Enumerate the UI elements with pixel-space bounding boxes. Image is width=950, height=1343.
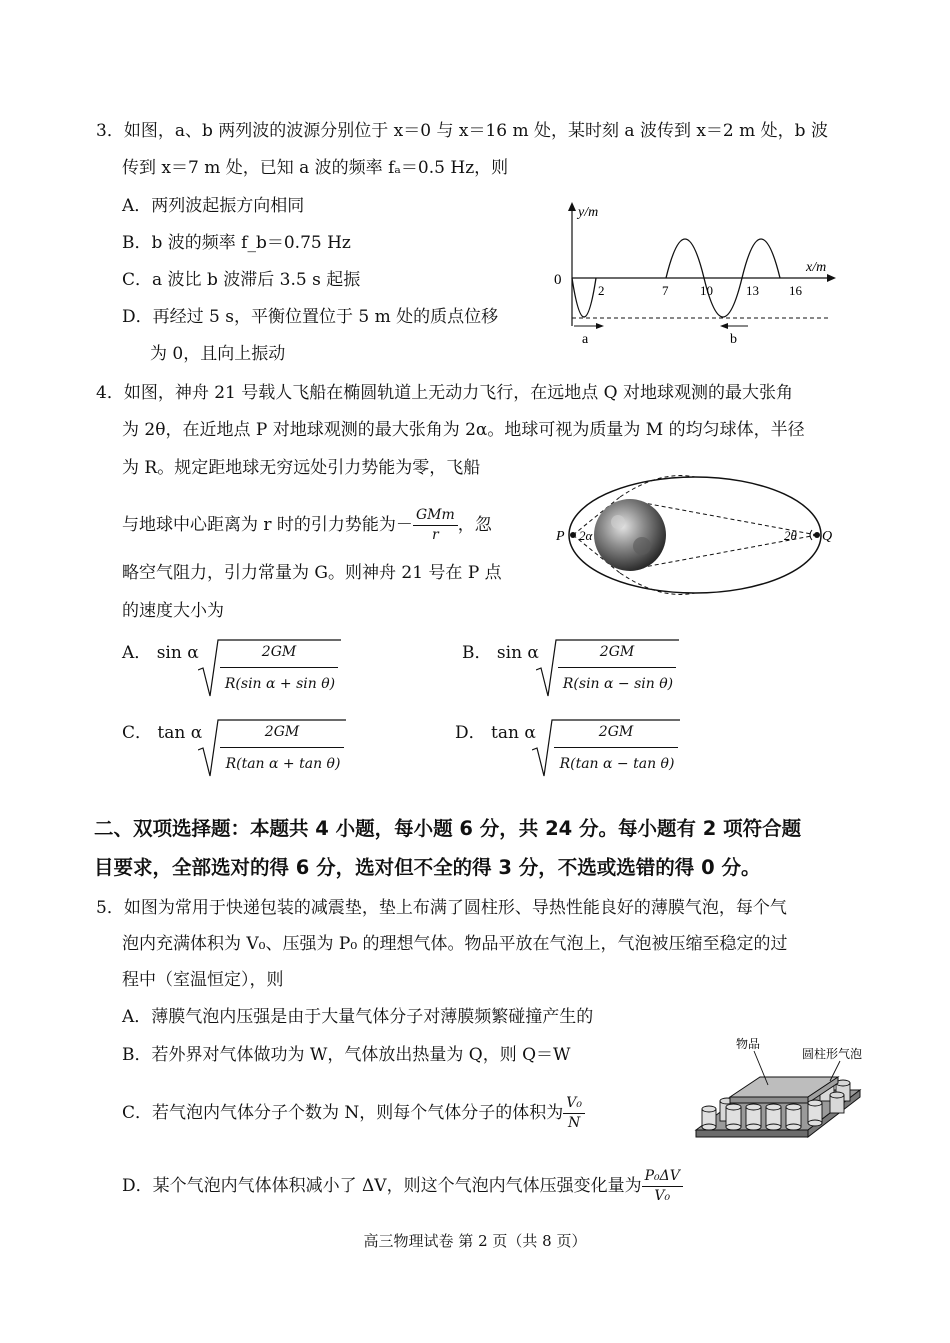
q4-option-b-numerator: 2GM (599, 644, 635, 660)
q4-stem-line6: 的速度大小为 (122, 601, 224, 621)
q3-option-b: B．b 波的频率 f_b＝0.75 Hz (122, 233, 351, 253)
x-axis-label: x/m (806, 260, 827, 275)
q5-option-c-fraction (563, 1096, 585, 1131)
q4-option-b-denominator: R(sin α − sin θ) (562, 676, 674, 692)
q4-option-b (462, 638, 539, 663)
q4-stem-line2: 为 2θ，在近地点 P 对地球观测的最大张角为 2α。地球可视为质量为 M 的均匀球体，半径 (122, 420, 805, 440)
potential-fraction (413, 508, 458, 543)
q4-option-d-numerator: 2GM (598, 724, 634, 740)
section2-heading-line2: 目要求，全部选对的得 6 分，选对但不全的得 3 分，不选或选错的得 0 分。 (94, 856, 761, 879)
q5-stem-line2: 泡内充满体积为 V₀、压强为 P₀ 的理想气体。物品平放在气泡上，气泡被压缩至稳定的过 (122, 934, 788, 954)
q5-option-d-fraction (642, 1169, 683, 1204)
q5-d-denominator: V₀ (654, 1188, 671, 1204)
angle-theta-label: 2θ (784, 528, 797, 543)
q4-option-a-fn: sin α (156, 643, 199, 663)
q5-option-d (122, 1169, 683, 1204)
q4-line4-pre: 与地球中心距离为 r 时的引力势能为－ (122, 515, 413, 535)
q4-stem-line1: 4．如图，神舟 21 号载人飞船在椭圆轨道上无动力飞行，在远地点 Q 对地球观测的最大张角 (96, 383, 793, 403)
q5-stem-line3: 程中（室温恒定），则 (122, 970, 284, 990)
page-footer: 高三物理试卷 第 2 页（共 8 页） (363, 1232, 587, 1250)
q4-orbit-figure (550, 460, 850, 610)
tick-10: 10 (700, 283, 713, 298)
q4-option-d-label: D． (455, 723, 486, 743)
bubble-label: 圆柱形气泡 (802, 1047, 863, 1061)
q4-option-d-fn: tan α (491, 723, 536, 743)
q4-option-c-denominator: R(tan α + tan θ) (225, 756, 341, 772)
q3-option-d-line2: 为 0，且向上振动 (150, 344, 286, 364)
q3-wave-graph (548, 198, 838, 348)
wave-a-curve (572, 278, 596, 317)
q3-stem-line2: 传到 x＝7 m 处，已知 a 波的频率 fₐ＝0.5 Hz，则 (122, 158, 509, 178)
q3-stem-line1: 3．如图，a、b 两列波的波源分别位于 x＝0 与 x＝16 m 处，某时刻 a 波传到 x＝2 m 处，b 波 (96, 121, 828, 141)
q4-option-a-label: A． (122, 643, 152, 663)
q5-cushion-figure (690, 1035, 875, 1145)
q4-option-d-denominator: R(tan α − tan θ) (559, 756, 675, 772)
y-axis-label: y/m (578, 205, 599, 220)
section2-heading-line1: 二、双项选择题：本题共 4 小题，每小题 6 分，共 24 分。每小题有 2 项符合题 (94, 817, 802, 840)
q5-c-denominator: N (568, 1115, 581, 1131)
q5-d-numerator: P₀ΔV (642, 1169, 683, 1187)
wave-b-label: b (730, 332, 737, 347)
q3-option-a: A．两列波起振方向相同 (122, 196, 305, 216)
tick-16: 16 (789, 283, 802, 298)
tick-13: 13 (746, 283, 759, 298)
q4-option-a (122, 638, 199, 663)
q4-option-c-fn: tan α (157, 723, 203, 743)
q4-line4-post: ，忽 (457, 515, 492, 535)
q5-option-c (122, 1096, 585, 1131)
q4-option-a-denominator: R(sin α + sin θ) (224, 676, 336, 692)
item-label: 物品 (736, 1037, 761, 1051)
q4-option-c-numerator: 2GM (264, 724, 300, 740)
q4-option-d (455, 718, 536, 743)
q4-option-b-label: B． (462, 643, 492, 663)
q5-option-b: B．若外界对气体做功为 W，气体放出热量为 Q，则 Q＝W (122, 1045, 571, 1065)
origin-label: 0 (554, 272, 562, 288)
q4-stem-line5: 略空气阻力，引力常量为 G。则神舟 21 号在 P 点 (122, 563, 502, 583)
q3-option-c: C．a 波比 b 波滞后 3.5 s 起振 (122, 270, 361, 290)
point-p-label: P (556, 529, 565, 544)
point-q-label: Q (822, 529, 833, 544)
q5-c-numerator: V₀ (563, 1096, 585, 1114)
q4-option-b-fn: sin α (496, 643, 539, 663)
q5-stem-line1: 5．如图为常用于快递包装的减震垫，垫上布满了圆柱形、导热性能良好的薄膜气泡，每个气 (96, 898, 787, 918)
q5-option-d-text: D．某个气泡内气体体积减小了 ΔV，则这个气泡内气体压强变化量为 (122, 1176, 642, 1196)
q3-option-d-line1: D．再经过 5 s，平衡位置位于 5 m 处的质点位移 (122, 307, 499, 327)
wave-a-label: a (582, 332, 589, 347)
q4-stem-line4 (122, 508, 492, 543)
angle-alpha-label: 2α (579, 528, 593, 543)
q5-option-a: A．薄膜气泡内压强是由于大量气体分子对薄膜频繁碰撞产生的 (122, 1007, 594, 1027)
q4-option-a-numerator: 2GM (261, 644, 297, 660)
potential-denominator: r (431, 527, 439, 543)
earth-image (594, 499, 666, 571)
potential-numerator: GMm (413, 508, 458, 526)
q4-option-c-label: C． (122, 723, 153, 743)
q4-option-c (122, 718, 202, 743)
q5-option-c-text: C．若气泡内气体分子个数为 N，则每个气体分子的体积为 (122, 1103, 564, 1123)
q4-stem-line3: 为 R。规定距地球无穷远处引力势能为零，飞船 (122, 458, 481, 478)
tick-2: 2 (598, 283, 605, 298)
tick-7: 7 (662, 283, 669, 298)
